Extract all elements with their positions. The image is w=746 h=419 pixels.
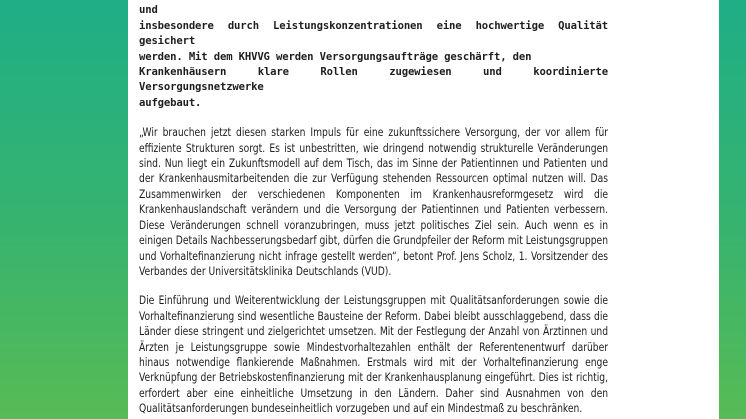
- lead-line: aufgebaut.: [139, 96, 202, 109]
- lead-line: und: [139, 4, 158, 17]
- lead-line: Krankenhäusern klare Rollen zugewiesen und koordinierte Versorgungsnetzwerke: [139, 66, 608, 94]
- document-page: [128, 0, 719, 419]
- lead-line: werden. Mit dem KHVVG werden Versorgungsaufträge geschärft, den: [139, 50, 532, 63]
- quote-paragraph: „Wir brauchen jetzt diesen starken Impuls für eine zukunftssichere Versorgung, der vor allem für effiziente Strukturen sorgt. Es ist unbestritten, wie dringend notwendig strukturelle Veränderungen sind. Nun liegt ein Zukunftsmodell auf dem Tisch, das im Sinne der Patientinnen und Patienten und der Krankenhausmitarbeitenden die zur Verfügung stehenden Ressourcen optimal nutzen will. Das Zusammenwirken der verschiedenen Komponenten im Krankenhausreformgesetz wird die Krankenhauslandschaft verändern und die Versorgung der Patientinnen und Patienten verbessern. Diese Veränderungen schnell voranzubringen, muss jetzt politisches Ziel sein. Auch wenn es in einigen Details Nachbesserungsbedarf gibt, dürfen die Grundpfeiler der Reform mit Leistungsgruppen und Vorhaltefinanzierung nicht infrage gestellt werden“, betont Prof. Jens Scholz, 1. Vorsitzender des Verbandes der Universitätsklinika Deutschlands (VUD).: [139, 125, 609, 278]
- lead-paragraph: [139, 0, 608, 111]
- lead-line: insbesondere durch Leistungskonzentrationen eine hochwertige Qualität gesichert: [139, 19, 608, 48]
- document-content: [139, 0, 608, 417]
- body-paragraph: Die Einführung und Weiterentwicklung der Leistungsgruppen mit Qualitätsanforderungen sowie die Vorhaltefinanzierung sind wesentliche Bausteine der Reform. Dabei bleibt ausschlaggebend, dass die Länder diese stringent und zielgerichtet umsetzen. Mit der Festlegung der Anzahl von Ärztinnen und Ärzten je Leistungsgruppe sowie Mindestvorhaltezahlen enthält der Referentenentwurf darüber hinaus notwendige flankierende Maßnahmen. Erstmals wird mit der Vorhaltefinanzierung enge Verknüpfung der Betriebskostenfinanzierung mit der Krankenhausplanung eingeführt. Dies ist richtig, erfordert aber eine einheitliche Umsetzung in den Ländern. Daher sind Ausnahmen von den Qualitätsanforderungen bundeseinheitlich vorzugeben und auf ein Mindestmaß zu beschränken.: [139, 293, 609, 416]
